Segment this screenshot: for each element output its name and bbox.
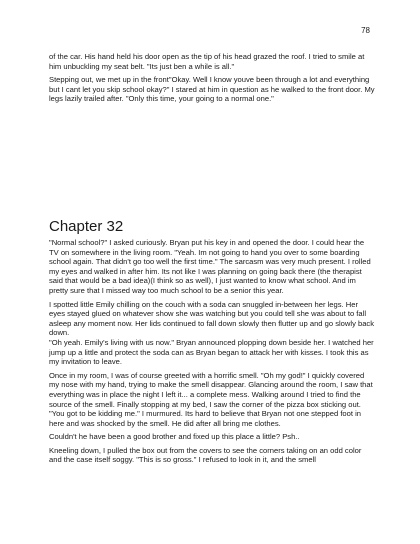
paragraph: Kneeling down, I pulled the box out from the covers to see the corners taking on an odd color and the case itself soggy. "This is so gross." I refused to look in it, and the smell bbox=[49, 445, 362, 465]
chapter-section bbox=[49, 218, 375, 469]
paragraph: Once in my room, I was of course greeted with a horrific smell. "Oh my god!" I quickly covered my nose with my hand, trying to make the smell disappear. Glancing around the room, I saw that everything was in place the night I left it... a complete mess. Walking around I tried to find the source of the smell. Finally stopping at my bed, I saw the corner of the pizza box sticking out. "You got to be kidding me." I murmured. Its hard to believe that Bryan not one stepped foot in here and was shocked by the smell. He did after all bring me clothes. bbox=[49, 370, 373, 428]
paragraph: Stepping out, we met up in the front"Okay. Well I know youve been through a lot and everything but I cant let you skip school okay?" I stared at him in question as he walked to the front door. My legs lazily trailed after. "Only this time, your going to a normal one." bbox=[49, 75, 375, 104]
paragraph: "Oh yeah. Emily's living with us now." Bryan announced plopping down beside her. I watched her jump up a little and protect the soda can as Bryan began to attack her with kisses. I took this as my invitation to leave. bbox=[49, 337, 374, 367]
paragraph: "Normal school?" I asked curiously. Bryan put his key in and opened the door. I could hear the TV on somewhere in the living room. "Yeah. Im not going to hand you over to some boarding school again. That didn't go too well the first time." The sarcasm was very much present. I rolled my eyes and walked in after him. Its not like I was planning on going back there (the therapist said that would be a bad idea)(I think so as well), I just wanted to know what school. And im pretty sure that I missed way too much school to be a senior this year. bbox=[49, 238, 371, 295]
chapter-title: Chapter 32 bbox=[49, 218, 124, 235]
paragraph: I spotted little Emily chilling on the couch with a soda can snuggled in-between her legs. Her eyes stayed glued on whatever show she was watching but you could tell she was about to fall asleep any moment now. Her lids continued to fall down slowly then flutter up and go slowly back down. bbox=[49, 299, 375, 338]
paragraph: of the car. His hand held his door open as the tip of his head grazed the roof. I tried to smile at him unbuckling my seat belt. "Its just ben a while is all." bbox=[49, 52, 365, 71]
intro-text-block bbox=[49, 52, 375, 108]
paragraph: Couldn't he have been a good brother and fixed up this place a little? Psh.. bbox=[49, 432, 300, 442]
page-number: 78 bbox=[361, 26, 370, 35]
